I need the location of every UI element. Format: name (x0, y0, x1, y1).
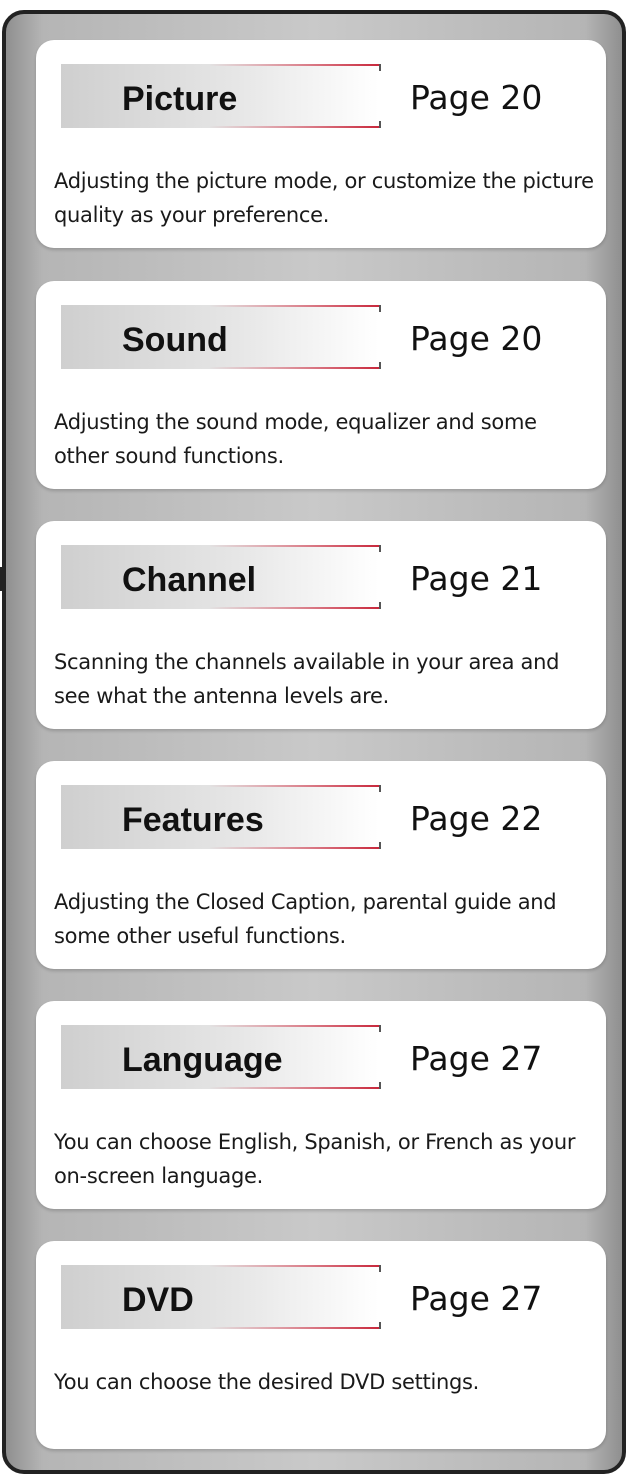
section-title: Sound (122, 321, 228, 359)
section-description: Adjusting the picture mode, or customize the picture quality as your preference. (54, 169, 594, 227)
title-bar (61, 1265, 379, 1329)
menu-overview-panel (2, 10, 626, 1474)
section-description: You can choose the desired DVD settings. (54, 1370, 480, 1394)
menu-card-sound (36, 281, 606, 489)
page-reference: Page 27 (410, 1279, 543, 1318)
page-reference: Page 20 (410, 78, 543, 117)
menu-card-dvd (36, 1241, 606, 1449)
section-title: Language (122, 1041, 283, 1079)
section-title: Features (122, 801, 264, 839)
section-title: Channel (122, 561, 257, 599)
section-description: Adjusting the Closed Caption, parental guide and some other useful functions. (54, 890, 557, 948)
page-reference: Page 21 (410, 559, 543, 598)
section-description: Adjusting the sound mode, equalizer and some other sound functions. (54, 410, 537, 468)
section-description: You can choose English, Spanish, or French as your on-screen language. (54, 1130, 576, 1188)
page-reference: Page 22 (410, 799, 543, 838)
section-title: Picture (122, 80, 238, 118)
page-reference: Page 27 (410, 1039, 543, 1078)
section-title: DVD (122, 1281, 194, 1319)
page-reference: Page 20 (410, 319, 543, 358)
menu-card-picture (36, 40, 606, 248)
menu-card-features (36, 761, 606, 969)
section-description: Scanning the channels available in your area and see what the antenna levels are. (54, 650, 560, 708)
menu-card-channel (36, 521, 606, 729)
menu-card-language (36, 1001, 606, 1209)
